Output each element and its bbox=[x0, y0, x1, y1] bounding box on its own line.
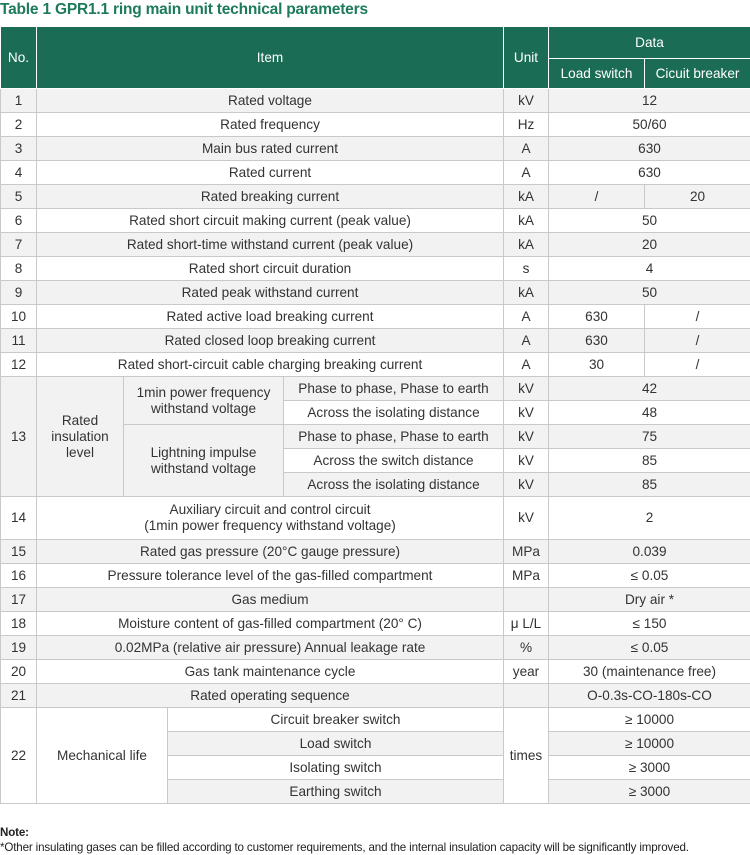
row-value: ≤ 150 bbox=[549, 612, 750, 636]
row-item: Gas medium bbox=[37, 588, 504, 612]
row-value: ≥ 10000 bbox=[549, 732, 750, 756]
row-value: ≤ 0.05 bbox=[549, 636, 750, 660]
header-data: Data bbox=[549, 27, 750, 59]
table-row bbox=[1, 636, 750, 660]
row-unit: % bbox=[504, 636, 549, 660]
header-circuit-breaker: Cicuit breaker bbox=[645, 59, 750, 89]
row-unit: kA bbox=[504, 209, 549, 233]
table-title: Table 1 GPR1.1 ring main unit technical parameters bbox=[0, 1, 368, 18]
row-unit: kA bbox=[504, 281, 549, 305]
row-unit: A bbox=[504, 329, 549, 353]
row-unit: MPa bbox=[504, 564, 549, 588]
row-value: 12 bbox=[549, 89, 750, 113]
row-number: 1 bbox=[1, 89, 37, 113]
row-unit: kA bbox=[504, 185, 549, 209]
row-item: Rated breaking current bbox=[37, 185, 504, 209]
row-unit: A bbox=[504, 305, 549, 329]
row-item: Phase to phase, Phase to earth bbox=[284, 377, 504, 401]
row-value: 0.039 bbox=[549, 540, 750, 564]
row-number: 13 bbox=[1, 377, 37, 497]
table-row bbox=[1, 257, 750, 281]
row-value: 2 bbox=[549, 497, 750, 540]
row-value: 50 bbox=[549, 281, 750, 305]
row-value: 20 bbox=[549, 233, 750, 257]
row-item: Earthing switch bbox=[168, 780, 504, 804]
row-item: Across the switch distance bbox=[284, 449, 504, 473]
row-load-switch-value: 630 bbox=[549, 329, 645, 353]
row-load-switch-value: 30 bbox=[549, 353, 645, 377]
table-row bbox=[1, 612, 750, 636]
row-unit: A bbox=[504, 137, 549, 161]
row-item bbox=[37, 497, 504, 540]
row-circuit-breaker-value: / bbox=[645, 305, 750, 329]
row-unit: kA bbox=[504, 233, 549, 257]
row-value: 75 bbox=[549, 425, 750, 449]
table-row bbox=[1, 377, 750, 401]
row-item-line: (1min power frequency withstand voltage) bbox=[144, 518, 396, 533]
row-unit: A bbox=[504, 353, 549, 377]
row-value: Dry air * bbox=[549, 588, 750, 612]
row-item: Rated closed loop breaking current bbox=[37, 329, 504, 353]
lightning-impulse-label: Lightning impulse withstand voltage bbox=[124, 425, 284, 497]
table-header bbox=[1, 27, 750, 89]
row-unit: times bbox=[504, 708, 549, 804]
row-unit: kV bbox=[504, 449, 549, 473]
row-number: 8 bbox=[1, 257, 37, 281]
row-unit bbox=[504, 684, 549, 708]
table-row bbox=[1, 684, 750, 708]
row-value: O-0.3s-CO-180s-CO bbox=[549, 684, 750, 708]
insulation-group-label: Rated insulation level bbox=[37, 377, 124, 497]
row-value: 85 bbox=[549, 473, 750, 497]
table-row bbox=[1, 660, 750, 684]
row-value: 50/60 bbox=[549, 113, 750, 137]
row-number: 12 bbox=[1, 353, 37, 377]
header-item: Item bbox=[37, 27, 504, 89]
row-value: 50 bbox=[549, 209, 750, 233]
row-item: Rated short-circuit cable charging breaking current bbox=[37, 353, 504, 377]
table-row bbox=[1, 564, 750, 588]
mechanical-life-label: Mechanical life bbox=[37, 708, 168, 804]
table-row bbox=[1, 281, 750, 305]
row-load-switch-value: / bbox=[549, 185, 645, 209]
row-item: Rated gas pressure (20°C gauge pressure) bbox=[37, 540, 504, 564]
header-load-switch: Load switch bbox=[549, 59, 645, 89]
row-number: 4 bbox=[1, 161, 37, 185]
row-value: 630 bbox=[549, 161, 750, 185]
row-item: Rated frequency bbox=[37, 113, 504, 137]
row-unit: kV bbox=[504, 377, 549, 401]
table-row bbox=[1, 209, 750, 233]
row-item: Rated voltage bbox=[37, 89, 504, 113]
row-item: Pressure tolerance level of the gas-filled compartment bbox=[37, 564, 504, 588]
row-circuit-breaker-value: / bbox=[645, 353, 750, 377]
table-row bbox=[1, 540, 750, 564]
row-number: 19 bbox=[1, 636, 37, 660]
table-row bbox=[1, 588, 750, 612]
row-unit: Hz bbox=[504, 113, 549, 137]
row-item: Across the isolating distance bbox=[284, 473, 504, 497]
row-value: 4 bbox=[549, 257, 750, 281]
table-row bbox=[1, 89, 750, 113]
row-load-switch-value: 630 bbox=[549, 305, 645, 329]
row-number: 22 bbox=[1, 708, 37, 804]
footnote bbox=[0, 825, 750, 855]
row-item: Rated current bbox=[37, 161, 504, 185]
row-number: 2 bbox=[1, 113, 37, 137]
row-unit: MPa bbox=[504, 540, 549, 564]
row-value: 48 bbox=[549, 401, 750, 425]
row-number: 11 bbox=[1, 329, 37, 353]
row-value: ≤ 0.05 bbox=[549, 564, 750, 588]
row-value: 30 (maintenance free) bbox=[549, 660, 750, 684]
row-number: 14 bbox=[1, 497, 37, 540]
row-unit: kV bbox=[504, 401, 549, 425]
row-item: Rated short-time withstand current (peak value) bbox=[37, 233, 504, 257]
row-number: 5 bbox=[1, 185, 37, 209]
row-item: Rated short circuit duration bbox=[37, 257, 504, 281]
row-unit bbox=[504, 588, 549, 612]
row-item: Moisture content of gas-filled compartment (20° C) bbox=[37, 612, 504, 636]
row-value: 42 bbox=[549, 377, 750, 401]
row-item: Rated short circuit making current (peak value) bbox=[37, 209, 504, 233]
row-circuit-breaker-value: 20 bbox=[645, 185, 750, 209]
row-number: 17 bbox=[1, 588, 37, 612]
row-value: 85 bbox=[549, 449, 750, 473]
table-row bbox=[1, 708, 750, 732]
row-unit: kV bbox=[504, 89, 549, 113]
table-row bbox=[1, 233, 750, 257]
row-item: Circuit breaker switch bbox=[168, 708, 504, 732]
row-unit: kV bbox=[504, 425, 549, 449]
table-row bbox=[1, 353, 750, 377]
table-row bbox=[1, 497, 750, 540]
row-value: ≥ 3000 bbox=[549, 780, 750, 804]
table-row bbox=[1, 113, 750, 137]
row-item: Rated peak withstand current bbox=[37, 281, 504, 305]
row-unit: μ L/L bbox=[504, 612, 549, 636]
table-row bbox=[1, 329, 750, 353]
table-row bbox=[1, 161, 750, 185]
row-circuit-breaker-value: / bbox=[645, 329, 750, 353]
row-unit: A bbox=[504, 161, 549, 185]
row-item: Rated operating sequence bbox=[37, 684, 504, 708]
row-number: 6 bbox=[1, 209, 37, 233]
row-number: 18 bbox=[1, 612, 37, 636]
row-number: 3 bbox=[1, 137, 37, 161]
row-unit: s bbox=[504, 257, 549, 281]
row-number: 15 bbox=[1, 540, 37, 564]
row-number: 21 bbox=[1, 684, 37, 708]
row-number: 20 bbox=[1, 660, 37, 684]
row-unit: kV bbox=[504, 497, 549, 540]
row-value: ≥ 3000 bbox=[549, 756, 750, 780]
row-item: Across the isolating distance bbox=[284, 401, 504, 425]
row-number: 16 bbox=[1, 564, 37, 588]
row-number: 7 bbox=[1, 233, 37, 257]
table-row bbox=[1, 137, 750, 161]
footnote-heading: Note: bbox=[0, 826, 29, 839]
header-unit: Unit bbox=[504, 27, 549, 89]
row-value: 630 bbox=[549, 137, 750, 161]
power-frequency-label: 1min power frequency withstand voltage bbox=[124, 377, 284, 425]
row-unit: kV bbox=[504, 473, 549, 497]
row-item: Gas tank maintenance cycle bbox=[37, 660, 504, 684]
row-item-line: Auxiliary circuit and control circuit bbox=[169, 502, 371, 517]
technical-parameters-table bbox=[0, 26, 750, 804]
row-item: Phase to phase, Phase to earth bbox=[284, 425, 504, 449]
table-row bbox=[1, 305, 750, 329]
table-row bbox=[1, 185, 750, 209]
row-item: Rated active load breaking current bbox=[37, 305, 504, 329]
row-item: 0.02MPa (relative air pressure) Annual leakage rate bbox=[37, 636, 504, 660]
row-item: Main bus rated current bbox=[37, 137, 504, 161]
row-number: 9 bbox=[1, 281, 37, 305]
row-item: Load switch bbox=[168, 732, 504, 756]
footnote-text: *Other insulating gases can be filled according to customer requirements, and the internal insulation capacity will be significantly improved. bbox=[0, 841, 689, 854]
header-no: No. bbox=[1, 27, 37, 89]
row-unit: year bbox=[504, 660, 549, 684]
row-item: Isolating switch bbox=[168, 756, 504, 780]
row-number: 10 bbox=[1, 305, 37, 329]
row-value: ≥ 10000 bbox=[549, 708, 750, 732]
